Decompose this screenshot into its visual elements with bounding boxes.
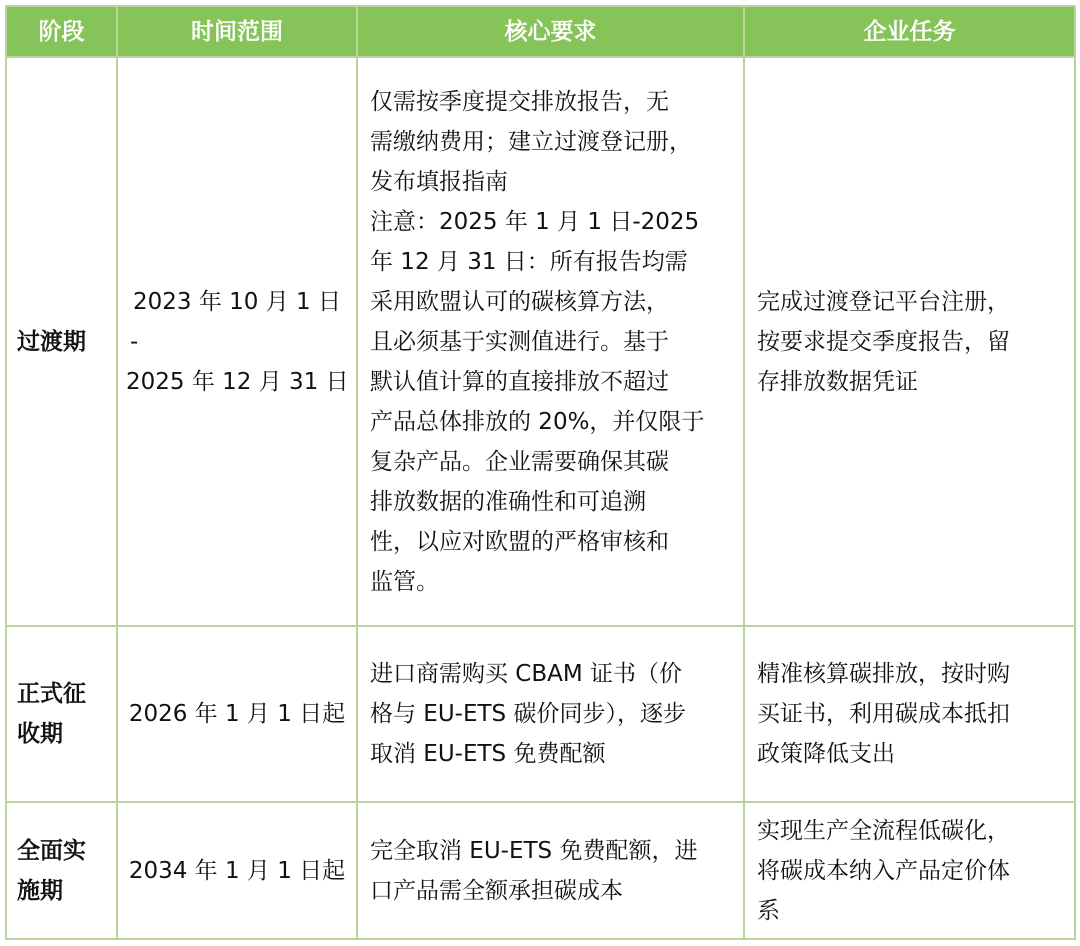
period-cell <box>117 802 357 939</box>
task-line: 买证书，利用碳成本抵扣 <box>757 701 1010 727</box>
stage-line: 全面实 <box>17 837 86 864</box>
cbam-phase-table <box>5 5 1076 940</box>
task-line: 将碳成本纳入产品定价体 <box>757 857 1010 884</box>
header-task: 企业任务 <box>744 6 1075 57</box>
requirement-line: 取消 EU-ETS 免费配额 <box>370 741 606 767</box>
requirement-line: 监管。 <box>370 568 439 595</box>
task-line: 完成过渡登记平台注册， <box>757 288 1010 315</box>
task-line: 存排放数据凭证 <box>757 368 918 395</box>
requirement-line: 产品总体排放的 20%，并仅限于 <box>370 408 705 435</box>
requirement-line: 仅需按季度提交排放报告，无 <box>370 88 669 115</box>
stage-line: 施期 <box>17 877 63 904</box>
task-line: 系 <box>757 897 780 924</box>
requirement-line: 排放数据的准确性和可追溯 <box>370 488 646 515</box>
requirement-line: 且必须基于实测值进行。基于 <box>370 328 669 355</box>
requirement-line: 发布填报指南 <box>370 168 508 195</box>
requirement-line: 年 12 月 31 日：所有报告均需 <box>370 248 688 275</box>
period-line: - <box>130 328 139 355</box>
stage-cell <box>6 802 117 939</box>
period-line: 2026 年 1 月 1 日起 <box>128 701 346 727</box>
requirement-cell <box>357 57 744 626</box>
header-period: 时间范围 <box>117 6 357 57</box>
requirement-line: 注意：2025 年 1 月 1 日-2025 <box>370 208 700 235</box>
stage-line: 过渡期 <box>17 328 86 355</box>
table-row-formal-collection <box>6 626 1075 802</box>
requirement-line: 复杂产品。企业需要确保其碳 <box>370 448 669 475</box>
task-cell <box>744 802 1075 939</box>
table-header-row <box>6 6 1075 57</box>
header-requirement: 核心要求 <box>357 6 744 57</box>
period-cell <box>117 626 357 802</box>
task-line: 按要求提交季度报告，留 <box>757 328 1010 355</box>
requirement-line: 默认值计算的直接排放不超过 <box>370 368 669 395</box>
requirement-line: 进口商需购买 CBAM 证书（价 <box>370 661 683 687</box>
table-row-transition <box>6 57 1075 626</box>
task-line: 实现生产全流程低碳化， <box>757 817 1010 844</box>
stage-cell <box>6 57 117 626</box>
task-line: 精准核算碳排放，按时购 <box>757 661 1010 687</box>
task-line: 政策降低支出 <box>757 741 895 767</box>
stage-cell <box>6 626 117 802</box>
task-cell <box>744 626 1075 802</box>
period-line: 2023 年 10 月 1 日 <box>133 288 341 315</box>
requirement-line: 口产品需全额承担碳成本 <box>370 877 623 904</box>
period-line: 2025 年 12 月 31 日 <box>126 368 349 395</box>
stage-line: 收期 <box>17 721 63 747</box>
stage-line: 正式征 <box>17 681 86 707</box>
period-line: 2034 年 1 月 1 日起 <box>128 857 346 884</box>
requirement-line: 格与 EU-ETS 碳价同步），逐步 <box>370 701 686 727</box>
requirement-line: 采用欧盟认可的碳核算方法， <box>370 288 669 315</box>
table-row-full-implementation <box>6 802 1075 939</box>
requirement-cell <box>357 802 744 939</box>
requirement-line: 完全取消 EU-ETS 免费配额，进 <box>370 837 698 864</box>
requirement-line: 需缴纳费用；建立过渡登记册， <box>370 128 692 155</box>
period-cell <box>117 57 357 626</box>
header-stage: 阶段 <box>6 6 117 57</box>
requirement-cell <box>357 626 744 802</box>
task-cell <box>744 57 1075 626</box>
requirement-line: 性，以应对欧盟的严格审核和 <box>370 528 669 555</box>
